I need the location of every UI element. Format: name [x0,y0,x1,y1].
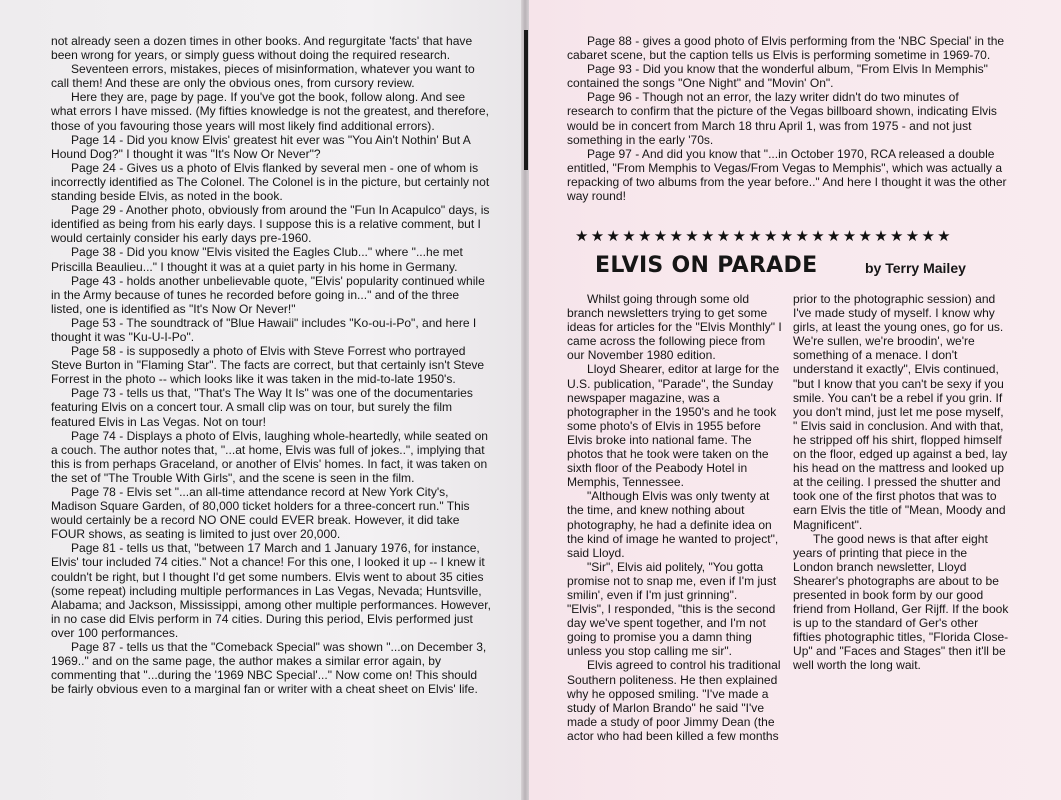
article-paragraph: Whilst going through some old branch newsletters trying to get some ideas for articles for the "Elvis Monthly" I came across the following piece from our November 1980 edition. [567,292,782,363]
article-body [567,292,1009,754]
right-page [527,0,1061,800]
left-page-text [51,34,491,696]
left-paragraph: Seventeen errors, mistakes, pieces of misinformation, whatever you want to call them! And these are only the obvious ones, from cursory review. [51,62,475,91]
left-page [0,0,527,800]
right-paragraph: Page 88 - gives a good photo of Elvis performing from the 'NBC Special' in the cabaret scene, but the caption tells us Elvis is performing sometime in 1969-70. [567,34,1005,63]
left-paragraph: Here they are, page by page. If you've got the book, follow along. And see what errors I have missed. (My fifties knowledge is not the greatest, and therefore, those of you favouring those years will most likely find additional errors). [51,90,489,133]
article-paragraph: Lloyd Shearer, editor at large for the U.S. publication, "Parade", the Sunday newspaper magazine, was a photographer in the 1950's and he took some photo's of Elvis in 1955 before Elvis broke into national fame. The photos that he took were taken on the sixth floor of the Peabody Hotel in Memphis, Tennessee. [567,362,780,490]
left-paragraph: Page 53 - The soundtrack of "Blue Hawaii" includes "Ko-ou-i-Po", and here I thought it was "Ku-U-I-Po". [51,315,477,344]
article-paragraph: "Sir", Elvis aid politely, "You gotta promise not to snap me, even if I'm just smilin', even if I'm just grinning". [567,559,777,602]
left-paragraph: Page 78 - Elvis set "...an all-time attendance record at New York City's, Madison Square Garden, of 80,000 ticket holders for a three-concert run." This would certainly be a record NO ONE could EVER break. However, it did take FOUR shows, as seating is limited to just over 20,000. [51,485,470,542]
right-paragraph: Page 96 - Though not an error, the lazy writer didn't do two minutes of research to confirm that the picture of the Vegas billboard shown, indicating Elvis would be in concert from March 18 thru April 1, was from 1975 - and not just something in the early '70s. [567,90,997,147]
right-paragraph: Page 93 - Did you know that the wonderful album, "From Elvis In Memphis" contained the songs "One Night" and "Movin' On". [567,62,988,91]
star-divider: ★★★★★★★★★★★★★★★★★★★★★★★★ [575,228,953,245]
left-paragraph: not already seen a dozen times in other books. And regurgitate 'facts' that have been wrong for years, or simply guess without doing the required research. [51,34,473,63]
page-edge-mark [524,30,528,170]
article-paragraph: "Elvis", I responded, "this is the second day we've spent together, and I'm not going to promise you a damn thing unless you stop calling me sir". [567,602,776,659]
article-paragraph: The good news is that after eight years of printing that piece in the London branch newsletter, Lloyd Shearer's photographs are about to be presented in book form by our good friend from Holland, Ger Rijff. If the book is up to the standard of Ger's other fifties photographic titles, "Florida Close-Up" and "Faces and Stages" then it'll be well worth the long wait. [793,531,1009,673]
left-paragraph: Page 43 - holds another unbelievable quote, "Elvis' popularity continued while in the Army because of tunes he recorded before going in..." and of the three listed, one is identified as "It's Now Or Never!" [51,273,485,316]
article-byline: by Terry Mailey [865,260,966,276]
left-paragraph: Page 24 - Gives us a photo of Elvis flanked by several men - one of whom is incorrectly identified as The Colonel. The Colonel is in the picture, but certainly not standing beside Elvis, as noted in the book. [51,160,490,204]
article-paragraph: "Although Elvis was only twenty at the time, and knew nothing about photography, he had a definite idea on the kind of image he wanted to project", said Lloyd. [567,489,779,560]
left-paragraph: Page 74 - Displays a photo of Elvis, laughing whole-heartedly, while seated on a couch. The author notes that, "...at home, Elvis was full of jokes..", implying that this is from perhaps Graceland, or another of Elvis' homes. In fact, it was taken on the set of "The Trouble With Girls", and the scene is seen in the film. [51,428,488,485]
right-paragraph: Page 97 - And did you know that "...in October 1970, RCA released a double entitled, "From Memphis to Vegas/From Vegas to Memphis", which was actually a repacking of two albums from the year before.." And here I thought it was the other way round! [567,146,1007,204]
left-paragraph: Page 14 - Did you know Elvis' greatest hit ever was "You Ain't Nothin' But A Hound Dog?" I thought it was "It's Now Or Never"? [51,132,471,161]
left-paragraph: Page 87 - tells us that the "Comeback Special" was shown "...on December 3, 1969.." and on the same page, the author makes a similar error again, by commenting that "...during the '1969 NBC Special'..." Now come on! This should be fairly obvious even to a marginal fan or writer with a cheat sheet on Elvis' life. [51,640,487,697]
left-paragraph: Page 73 - tells us that, "That's The Way It Is" was one of the documentaries featuring Elvis on a concert tour. A small clip was on tour, but surely the film featured Elvis in Las Vegas. Not on tour! [51,386,473,429]
left-paragraph: Page 38 - Did you know "Elvis visited the Eagles Club..." where "...he met Priscilla Beaulieu..." I thought it was at a quiet party in his home in Germany. [51,245,463,274]
left-paragraph: Page 58 - is supposedly a photo of Elvis with Steve Forrest who portrayed Steve Burton in "Flaming Star". The facts are correct, but that certainly isn't Steve Forrest in the photo -- which looks like it was taken in the mid-to-late 1950's. [51,344,485,387]
article-title: ELVIS ON PARADE [595,253,818,278]
left-paragraph: Page 81 - tells us that, "between 17 March and 1 January 1976, for instance, Elvis' tour included 74 cities." Not a chance! For this one, I looked it up -- I knew it couldn't be right, but I thought I'd get some numbers. Elvis went to about 35 cities (some repeat) including multiple performances in Las Vegas, Nevada; Huntsville, Alabama; and Jackson, Mississippi, among other multiple performances. However, in no case did Elvis perform in 74 cities. During this period, Elvis performed just over 100 performances. [51,541,491,640]
article-paragraph: Elvis agreed to control his traditional Southern politeness. He then explained why he opposed smiling. "I've made a study of Marlon Brando" he said "I've made a study of poor Jimmy Dean (the actor who had been killed a few months prior to the photographic session) and I've made study of myself. I know why girls, at least the young ones, go for us. We're sullen, we're broodin', we're something of a menace. I don't understand it exactly", Elvis continued, "but I know that you can't be sexy if you smile. You can't be a rebel if you grin. If you don't mind, just let me pose myself, " Elvis said in conclusion. And with that, he stripped off his shirt, flopped himself on the floor, edged up against a bed, lay his head on the mattress and looked up at the ceiling. I pressed the shutter and took one of the first photos that was to earn Elvis the title of "Mean, Moody and Magnificent". [567,292,1008,743]
left-paragraph: Page 29 - Another photo, obviously from around the "Fun In Acapulco" days, is identified as being from his early days. I suppose this is a relative comment, but I would certainly consider his early days pre-1960. [51,203,490,246]
right-page-continued-text [567,34,1007,203]
